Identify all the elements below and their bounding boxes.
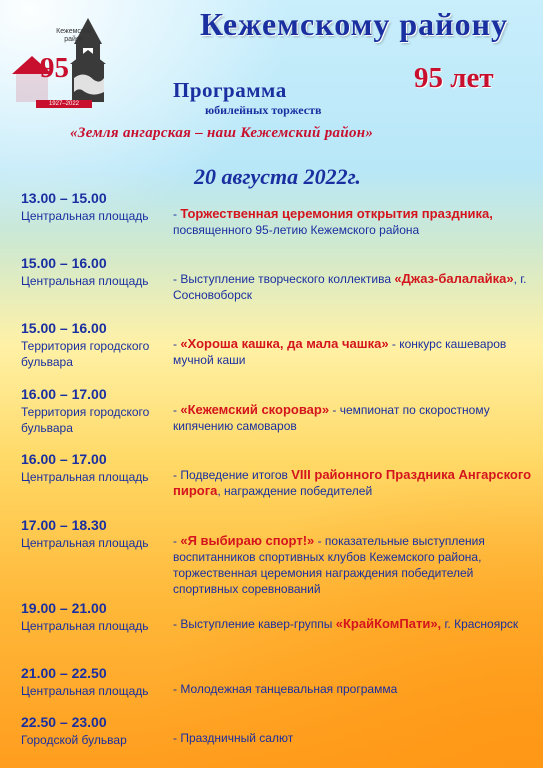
desc-suffix: посвященного 95-летию Кежемского района xyxy=(173,223,420,237)
schedule-description xyxy=(173,402,533,434)
district-logo xyxy=(12,14,122,106)
desc-prefix: - xyxy=(173,534,181,548)
schedule-description xyxy=(173,336,533,368)
schedule-place: Центральная площадь xyxy=(21,274,149,288)
desc-prefix: - xyxy=(173,207,181,221)
desc-suffix: - конкурс кашеваров мучной каши xyxy=(173,337,507,367)
schedule-place: Территория городского бульвара xyxy=(21,405,150,435)
desc-prefix: - Праздничный салют xyxy=(173,731,294,745)
schedule-time: 16.00 – 17.00 xyxy=(21,451,107,467)
logo-caption: Кежемский район xyxy=(56,28,92,43)
schedule-time: 19.00 – 21.00 xyxy=(21,600,107,616)
desc-prefix: - Подведение итогов xyxy=(173,468,292,482)
schedule-place: Центральная площадь xyxy=(21,684,149,698)
desc-prefix: - Выступление кавер-группы xyxy=(173,617,336,631)
desc-suffix: , г. Сосновоборск xyxy=(173,272,527,302)
page-title: Кежемскому району xyxy=(200,6,509,42)
desc-highlight: «Хороша кашка, да мала чашка» xyxy=(180,336,389,351)
schedule-time: 16.00 – 17.00 xyxy=(21,386,107,402)
event-date: 20 августа 2022г. xyxy=(194,164,361,189)
schedule-time: 17.00 – 18.30 xyxy=(21,517,107,533)
schedule-time: 15.00 – 16.00 xyxy=(21,320,107,336)
logo-number: 95 xyxy=(40,52,69,84)
desc-prefix: - Молодежная танцевальная программа xyxy=(173,682,398,696)
schedule-time: 15.00 – 16.00 xyxy=(21,255,107,271)
desc-prefix: - xyxy=(173,337,181,351)
desc-highlight: «Джаз-балалайка» xyxy=(394,271,514,286)
desc-highlight: «Я выбираю спорт!» xyxy=(180,533,315,548)
schedule-description xyxy=(173,730,533,746)
schedule-place: Центральная площадь xyxy=(21,470,149,484)
program-subtitle: юбилейных торжеств xyxy=(205,103,322,117)
schedule-place: Территория городского бульвара xyxy=(21,339,150,369)
schedule-description xyxy=(173,533,533,597)
schedule-description xyxy=(173,681,533,697)
desc-highlight: «КрайКомПати», xyxy=(335,616,442,631)
program-motto: «Земля ангарская – наш Кежемский район» xyxy=(70,125,374,141)
desc-suffix: - чемпионат по скоростному кипячению самоваров xyxy=(173,403,490,433)
schedule-place: Центральная площадь xyxy=(21,209,149,223)
schedule-description xyxy=(173,271,533,303)
desc-prefix: - xyxy=(173,403,181,417)
schedule-description xyxy=(173,616,533,632)
desc-prefix: - Выступление творческого коллектива xyxy=(173,272,395,286)
desc-highlight: VIII районного Праздника Ангарского пирога xyxy=(173,467,532,498)
schedule-description xyxy=(173,467,533,499)
desc-suffix: г. Красноярск xyxy=(441,617,519,631)
desc-suffix: , награждение победителей xyxy=(217,484,373,498)
schedule-description xyxy=(173,206,533,238)
schedule-time: 22.50 – 23.00 xyxy=(21,714,107,730)
anniversary-label: 95 лет xyxy=(414,62,494,94)
program-heading: Программа xyxy=(173,78,287,102)
desc-highlight: Торжественная церемония открытия праздника, xyxy=(180,206,493,221)
logo-years: 1927–2022 xyxy=(36,100,92,108)
desc-suffix: - показательные выступления воспитанников спортивных клубов Кежемского района, торжественная церемония награждения победителей спортивных соревнований xyxy=(173,534,485,596)
schedule-place: Центральная площадь xyxy=(21,536,149,550)
desc-highlight: «Кежемский скоровар» xyxy=(180,402,330,417)
schedule-time: 13.00 – 15.00 xyxy=(21,190,107,206)
schedule-place: Центральная площадь xyxy=(21,619,149,633)
schedule-time: 21.00 – 22.50 xyxy=(21,665,107,681)
schedule-place: Городской бульвар xyxy=(21,733,127,747)
